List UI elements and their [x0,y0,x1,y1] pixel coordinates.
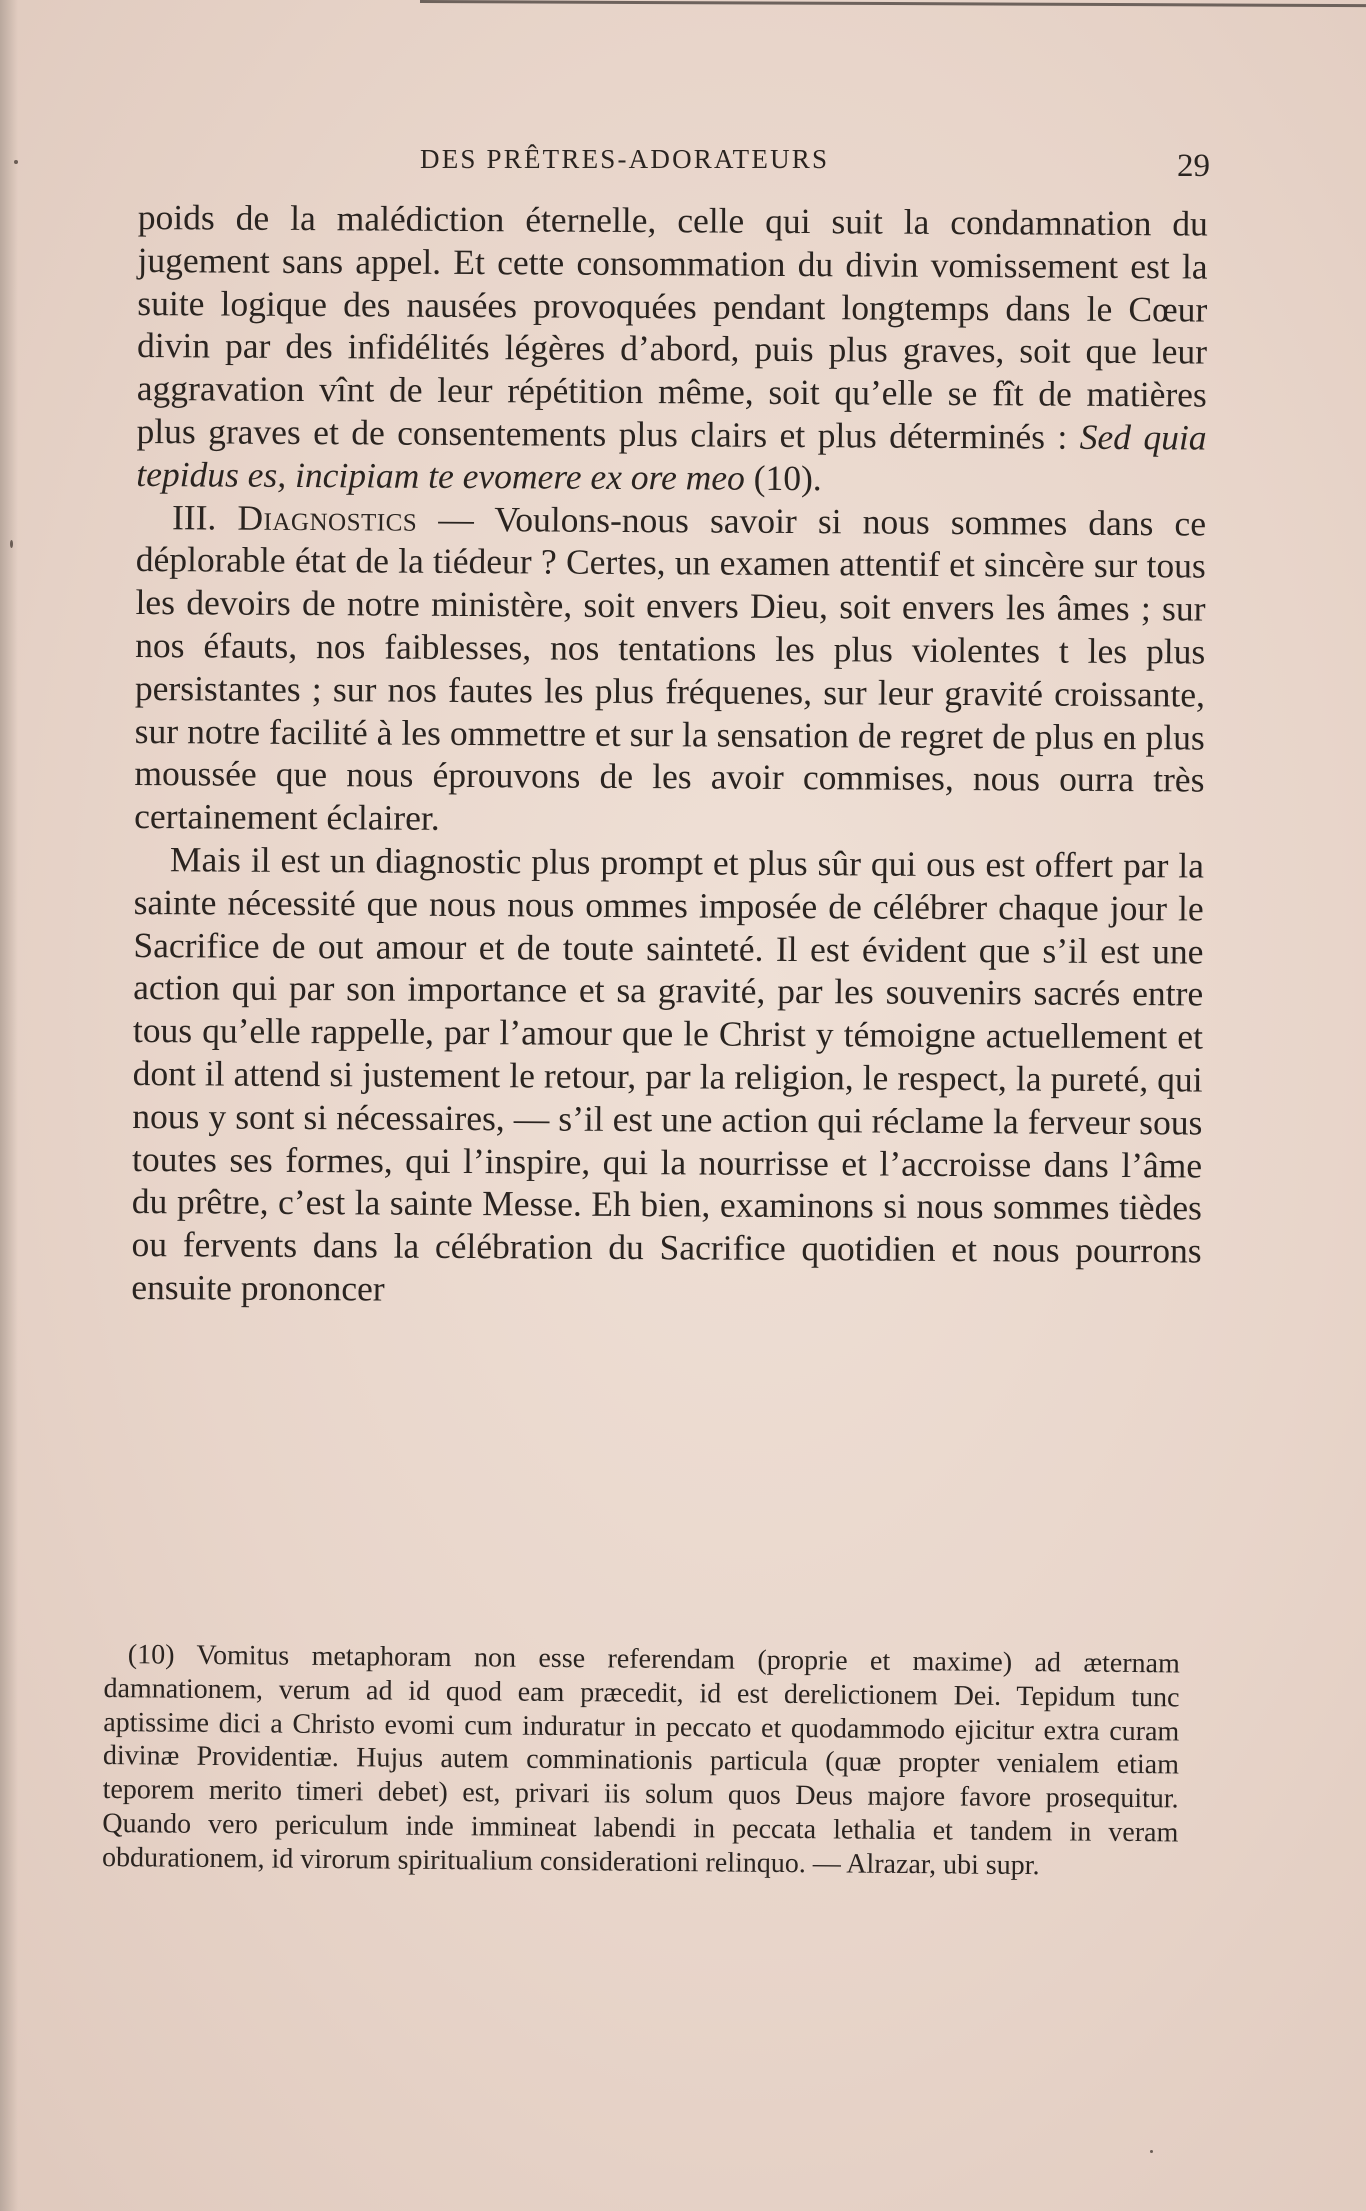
paragraph-1 [136,196,1208,502]
paper-speck [1150,2150,1153,2153]
paper-speck [10,540,13,548]
running-title: DES PRÊTRES-ADORATEURS [420,144,830,174]
page-header [140,140,1210,190]
paragraph-1-text: poids de la malédiction éternelle, celle qui suit la condamnation du jugement sans appel. Et cette consommation du divin vomissement est la suite logique des nausées provoquées pendant longtemps dans le Cœur divin par des infidélités légères d’abord, puis plus graves, soit que leur aggravation vînt de leur répétition même, soit qu’elle se fît de matières plus graves et de consentements plus clairs et plus déterminés : [136,196,1208,457]
top-edge-rule [420,0,1366,7]
gutter-shadow [0,0,18,2211]
section-heading: Diagnostics [237,497,418,539]
section-number: III. [171,496,217,538]
footnote-text: (10) Vomitus metaphoram non esse referendam (proprie et maxime) ad æternam damnationem, verum ad id quod eam præcedit, id est derelictionem Dei. Tepidum tunc aptissime dici a Christo evomi cum induratur in peccato et quodammodo ejicitur extra curam divinæ Providentiæ. Hujus autem comminationis particula (quæ propter venialem etiam teporem merito timeri debet) est, privari iis solum quos Deus majore favore prosequitur. Quando vero periculum inde immineat labendi in peccata lethalia et tandem in veram obdurationem, id virorum spiritualium considerationi relinquo. — Alrazar, ubi supr. [101,1639,1180,1881]
paper-speck [14,160,18,164]
paragraph-2-text: — Voulons-nous savoir si nous sommes dans ce déplorable état de la tiédeur ? Certes, un examen attentif et sincère sur tous les devoirs de notre ministère, soit envers Dieu, soit envers les âmes ; sur nos éfauts, nos faiblesses, nos tentations les plus violentes t les plus persistantes ; sur nos fautes les plus fréquenes, sur leur gravité croissante, sur notre facilité à les ommettre et sur la sensation de regret de plus en plus moussée que nous éprouvons de les avoir commises, nous ourra très certainement éclairer. [134,498,1207,839]
footnote-reference: (10). [753,457,822,498]
paragraph-2 [134,496,1206,845]
body-text [131,196,1208,1315]
paragraph-3: Mais il est un diagnostic plus prompt et plus sûr qui ous est offert par la sainte nécessité que nous nous ommes imposée de célébrer chaque jour le Sacrifice de out amour et de toute sainteté. Il est évident que s’il est une action qui par son importance et sa gravité, par les souvenirs sacrés entre tous qu’elle rappelle, par l’amour que le Christ y témoigne actuellement et dont il attend si justement le retour, par la religion, le respect, la pureté, qui nous y sont si nécessaires, — s’il est une action qui réclame la ferveur sous toutes ses formes, qui l’inspire, qui la nourrisse et l’accroisse dans l’âme du prêtre, c’est la sainte Messe. Eh bien, examinons si nous sommes tièdes ou fervents dans la célébration du Sacrifice quotidien et nous pourrons ensuite prononcer [131,839,1205,1309]
latin-quote: Sed quia tepidus es, incipiam te evomere ex ore meo [136,416,1207,498]
page-number: 29 [1177,148,1210,184]
footnote [102,1638,1180,1884]
